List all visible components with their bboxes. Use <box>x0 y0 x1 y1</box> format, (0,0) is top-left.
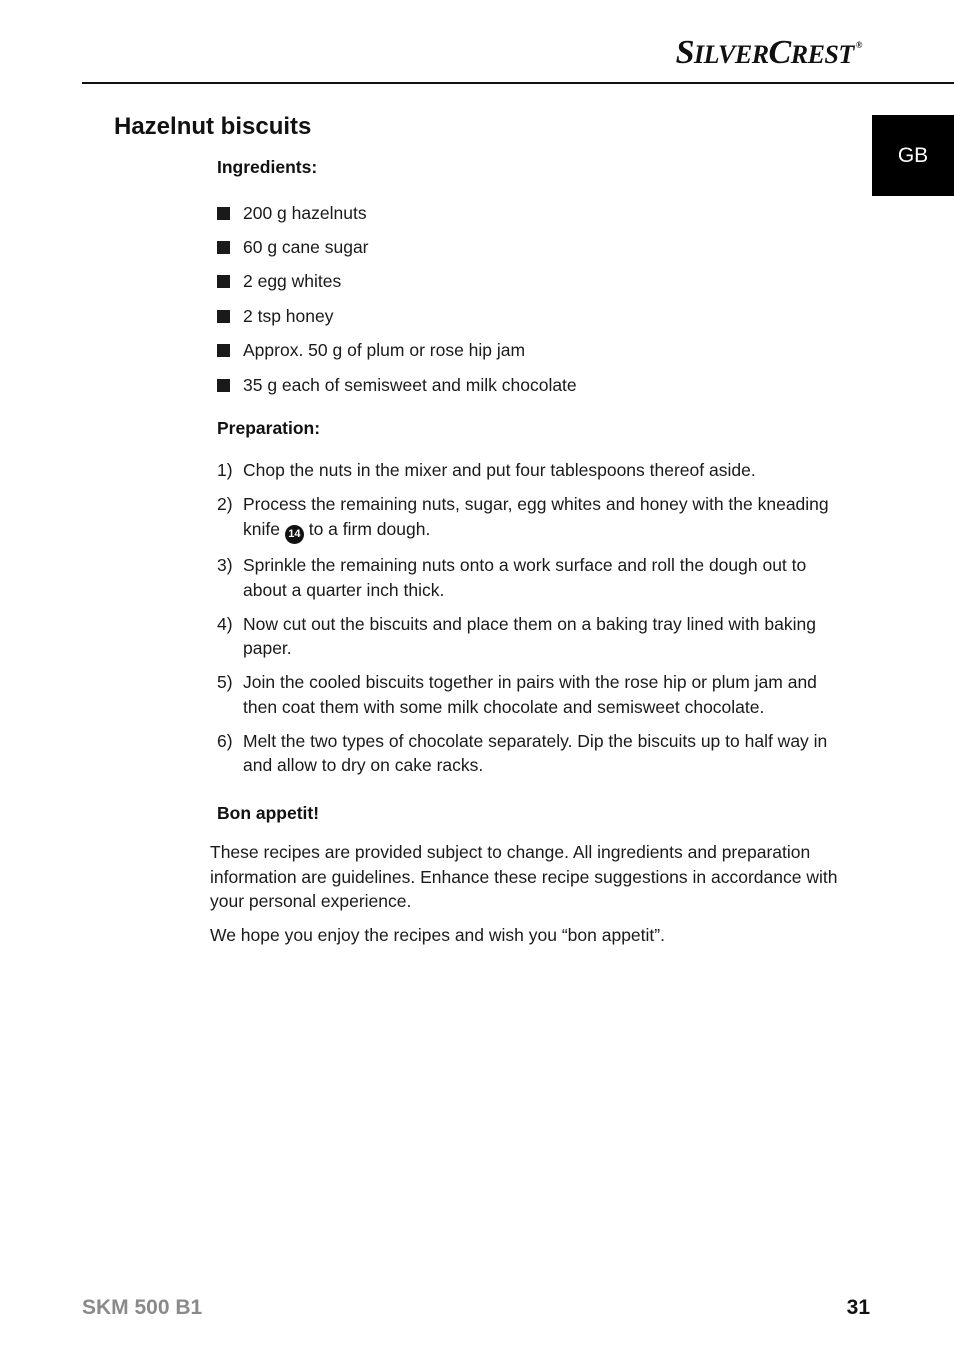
step-number: 2) <box>217 494 233 514</box>
bullet-icon <box>217 310 230 323</box>
brand-c: C <box>768 34 791 71</box>
language-tab <box>872 115 954 196</box>
preparation-steps <box>217 458 842 787</box>
list-item <box>217 368 577 402</box>
ingredient-text: 35 g each of semisweet and milk chocolate <box>243 374 577 395</box>
step-text: Chop the nuts in the mixer and put four tablespoons thereof aside. <box>243 460 756 480</box>
registered-mark: ® <box>855 40 862 50</box>
list-item <box>217 299 577 333</box>
step-text-part-b: to a firm dough. <box>308 518 431 539</box>
brand-ilver: ILVER <box>693 40 769 69</box>
step-text: Sprinkle the remaining nuts onto a work surface and roll the dough out to about a quarter inch thick. <box>243 555 807 600</box>
bullet-icon <box>217 379 230 392</box>
step-item <box>217 612 842 661</box>
page-number: 31 <box>846 1296 870 1319</box>
disclaimer-paragraph: These recipes are provided subject to change. All ingredients and preparation information are guidelines. Enhance these recipe suggestions in accordance with your personal experience. <box>210 842 838 911</box>
brand-s: S <box>675 34 694 71</box>
brand-rest: REST <box>790 40 854 69</box>
ingredient-text: 2 tsp honey <box>243 305 334 326</box>
bullet-icon <box>217 344 230 357</box>
step-number: 5) <box>217 672 233 692</box>
header-rule <box>82 82 954 84</box>
list-item <box>217 265 577 299</box>
step-text: Now cut out the biscuits and place them on a baking tray lined with baking paper. <box>243 613 816 658</box>
footer-model-number: SKM 500 B1 <box>82 1296 203 1319</box>
step-item <box>217 670 842 719</box>
step-number: 6) <box>217 730 233 751</box>
step-text: Melt the two types of chocolate separately. Dip the biscuits up to half way in and allow to dry on cake racks. <box>243 730 828 775</box>
step-number: 3) <box>217 555 233 575</box>
part-number-badge: 14 <box>285 525 304 544</box>
page-title: Hazelnut biscuits <box>114 113 312 140</box>
bullet-icon <box>217 207 230 220</box>
bon-appetit-heading: Bon appetit! <box>217 803 320 823</box>
language-code: GB <box>897 143 929 167</box>
step-text: Join the cooled biscuits together in pairs with the rose hip or plum jam and then coat them with some milk chocolate and semisweet chocolate. <box>243 672 817 717</box>
step-text <box>243 492 842 544</box>
step-text-part-a: Process the remaining nuts, sugar, egg whites and honey with the kneading knife <box>243 494 829 539</box>
preparation-heading: Preparation: <box>217 418 321 438</box>
step-item <box>217 458 842 483</box>
brand-logo <box>676 34 862 72</box>
list-item <box>217 230 577 264</box>
step-item <box>217 492 842 544</box>
closing-paragraph: We hope you enjoy the recipes and wish you “bon appetit”. <box>210 925 665 945</box>
ingredient-text: 200 g hazelnuts <box>243 202 367 223</box>
ingredient-text: 60 g cane sugar <box>243 237 369 258</box>
list-item <box>217 196 577 230</box>
step-item <box>217 729 842 778</box>
bullet-icon <box>217 241 230 254</box>
step-number: 4) <box>217 613 233 634</box>
ingredient-text: 2 egg whites <box>243 271 342 292</box>
ingredient-text: Approx. 50 g of plum or rose hip jam <box>243 340 526 361</box>
step-number: 1) <box>217 460 233 480</box>
bullet-icon <box>217 275 230 288</box>
list-item <box>217 334 577 368</box>
ingredients-heading: Ingredients: <box>217 157 318 177</box>
step-item <box>217 553 842 602</box>
ingredients-list <box>217 196 577 402</box>
